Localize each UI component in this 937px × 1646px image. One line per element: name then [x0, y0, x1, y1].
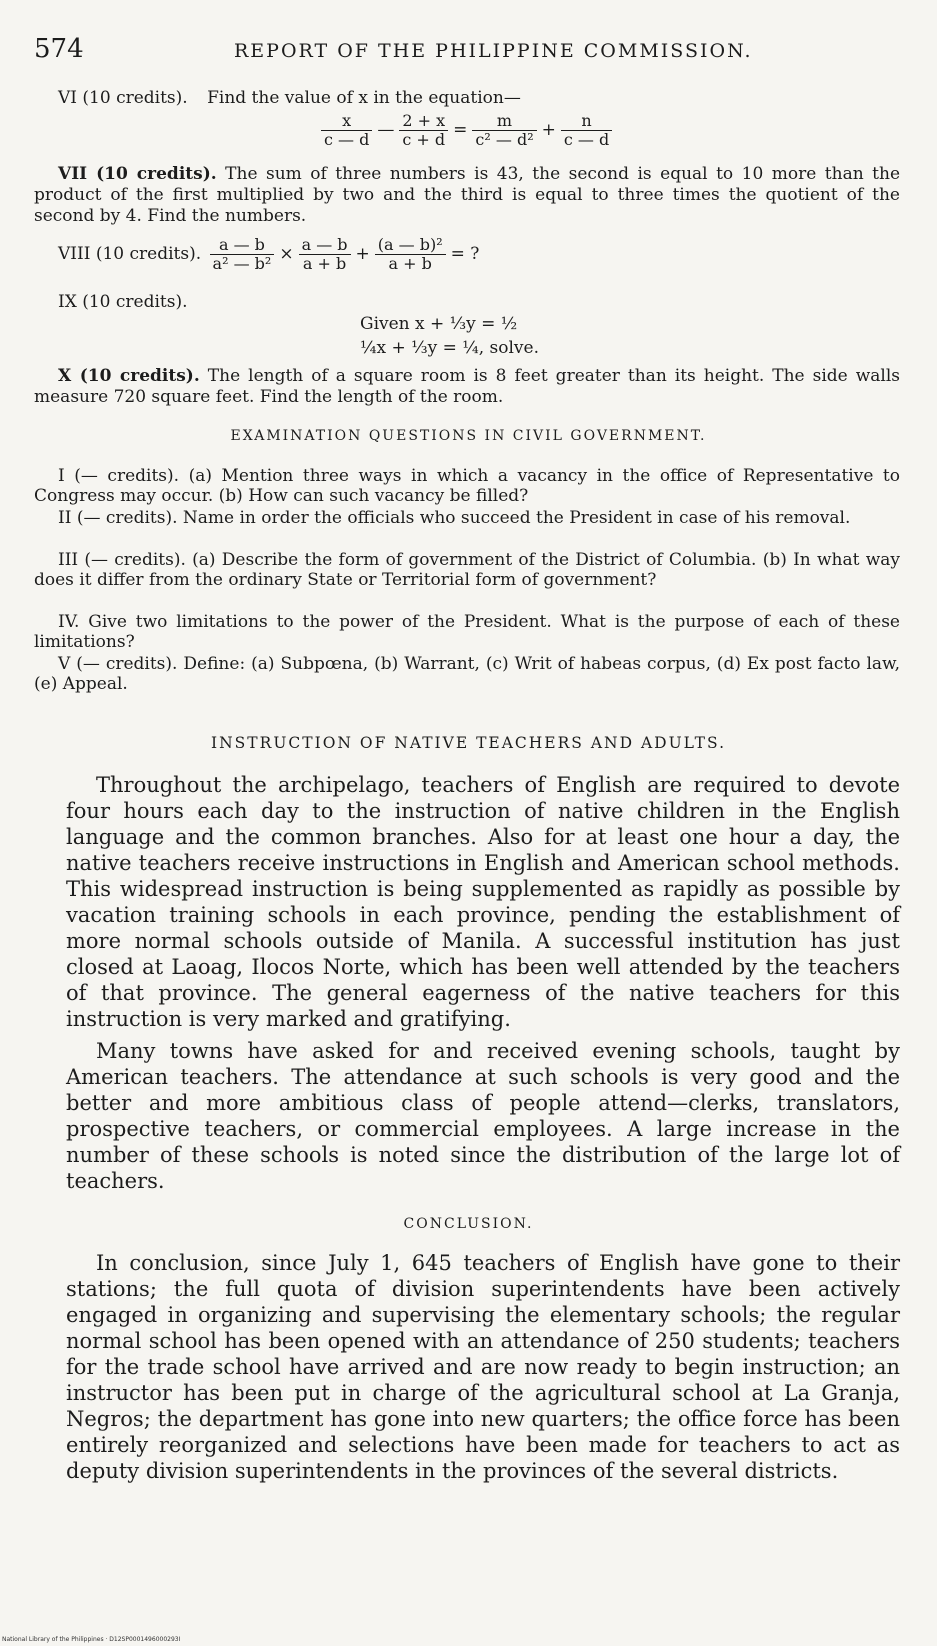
- question-ix-label: IX (10 credits).: [58, 292, 188, 312]
- question-ix: [34, 292, 900, 313]
- operator: +: [355, 244, 370, 264]
- operator: =: [453, 120, 468, 140]
- numerator: 2 + x: [399, 112, 448, 131]
- question-vii: [34, 164, 900, 227]
- fraction: [375, 236, 446, 273]
- denominator: a + b: [388, 254, 432, 273]
- question-x-text: The length of a square room is 8 feet greater than its height. The side walls measure 720 square feet. Find the length of the room.: [34, 366, 900, 407]
- equation-tail: = ?: [450, 244, 480, 264]
- question-vii-label: VII (10 credits).: [58, 164, 217, 184]
- fraction: [210, 236, 275, 273]
- question-x: [34, 366, 900, 408]
- civil-question-v: V (— credits). Define: (a) Subpœna, (b) Warrant, (c) Writ of habeas corpus, (d) Ex post facto law, (e) Appeal.: [34, 654, 900, 694]
- question-vii-text: The sum of three numbers is 43, the second is equal to 10 more than the product of the first multiplied by two and the third is equal to three times the quotient of the second by 4. Find the numbers.: [34, 164, 901, 226]
- fraction: [399, 112, 448, 149]
- conclusion-heading: CONCLUSION.: [403, 1216, 534, 1232]
- numerator: a — b: [210, 236, 275, 255]
- numerator: a — b: [299, 236, 351, 255]
- equation-vi: [318, 112, 615, 149]
- instruction-paragraph-1: Throughout the archipelago, teachers of English are required to devote four hours each day to the instruction of native children in the English language and the common branches. Also for at least one hour a day, the native teachers receive instructions in English and American school methods. This widespread instruction is being supplemented as rapidly as possible by vacation training schools in each province, pending the establishment of more normal schools outside of Manila. A successful institution has just closed at Laoag, Ilocos Norte, which has been well attended by the teachers of that province. The general eagerness of the native teachers for this instruction is very marked and gratifying.: [66, 773, 900, 1031]
- fraction: [472, 112, 536, 149]
- question-vi-label: VI (10 credits).: [58, 88, 188, 108]
- civil-question-ii: II (— credits). Name in order the officials who succeed the President in case of his removal.: [58, 508, 851, 528]
- operator: +: [541, 120, 556, 140]
- fraction: [321, 112, 372, 149]
- civil-question-i: I (— credits). (a) Mention three ways in which a vacancy in the office of Representative to Congress may occur. (b) How can such vacancy be filled?: [34, 466, 900, 506]
- denominator: a + b: [302, 254, 347, 273]
- numerator: (a — b)²: [375, 236, 446, 255]
- instruction-paragraph-2: Many towns have asked for and received evening schools, taught by American teachers. The attendance at such schools is very good and the better and more ambitious class of people attend—clerks, translators, prospective teachers, or commercial employees. A large increase in the number of these schools is noted since the distribution of the large lot of teachers.: [66, 1039, 900, 1193]
- denominator: c — d: [563, 130, 610, 149]
- denominator: c + d: [402, 130, 446, 149]
- question-ix-line-2: ¼x + ⅓y = ¼, solve.: [360, 338, 539, 358]
- page-header: [34, 34, 904, 74]
- operator: ×: [279, 244, 294, 264]
- scan-footer: National Library of the Philippines · D12SP0001496000293I: [2, 1636, 181, 1643]
- fraction: [561, 112, 612, 149]
- operator: —: [377, 120, 395, 140]
- instruction-heading: INSTRUCTION OF NATIVE TEACHERS AND ADULTS.: [211, 734, 726, 752]
- numerator: x: [321, 112, 372, 131]
- civil-question-iii: III (— credits). (a) Describe the form of government of the District of Columbia. (b) In what way does it differ from the ordinary State or Territorial form of government?: [34, 550, 900, 590]
- fraction: [299, 236, 351, 273]
- denominator: c² — d²: [475, 130, 534, 149]
- denominator: a² — b²: [212, 254, 272, 273]
- denominator: c — d: [324, 130, 370, 149]
- numerator: m: [472, 112, 536, 131]
- civil-government-heading: EXAMINATION QUESTIONS IN CIVIL GOVERNMENT.: [230, 428, 707, 444]
- page-number: 574: [34, 34, 84, 64]
- question-viii-label: VIII (10 credits).: [58, 244, 202, 264]
- running-title: REPORT OF THE PHILIPPINE COMMISSION.: [234, 40, 753, 62]
- numerator: n: [561, 112, 612, 131]
- civil-question-iv: IV. Give two limitations to the power of the President. What is the purpose of each of these limitations?: [34, 612, 900, 652]
- question-vi: [34, 88, 900, 109]
- question-ix-line-1: Given x + ⅓y = ½: [360, 314, 518, 334]
- question-x-label: X (10 credits).: [58, 366, 200, 386]
- conclusion-paragraph: In conclusion, since July 1, 645 teachers of English have gone to their stations; the full quota of division superintendents have been actively engaged in organizing and supervising the elementary schools; the regular normal school has been opened with an attendance of 250 students; teachers for the trade school have arrived and are now ready to begin instruction; an instructor has been put in charge of the agricultural school at La Granja, Negros; the department has gone into new quarters; the office force has been entirely reorganized and selections have been made for teachers to act as deputy division superintendents in the provinces of the several districts.: [66, 1251, 900, 1483]
- question-viii: [34, 236, 900, 273]
- question-vi-text: Find the value of x in the equation—: [207, 88, 521, 108]
